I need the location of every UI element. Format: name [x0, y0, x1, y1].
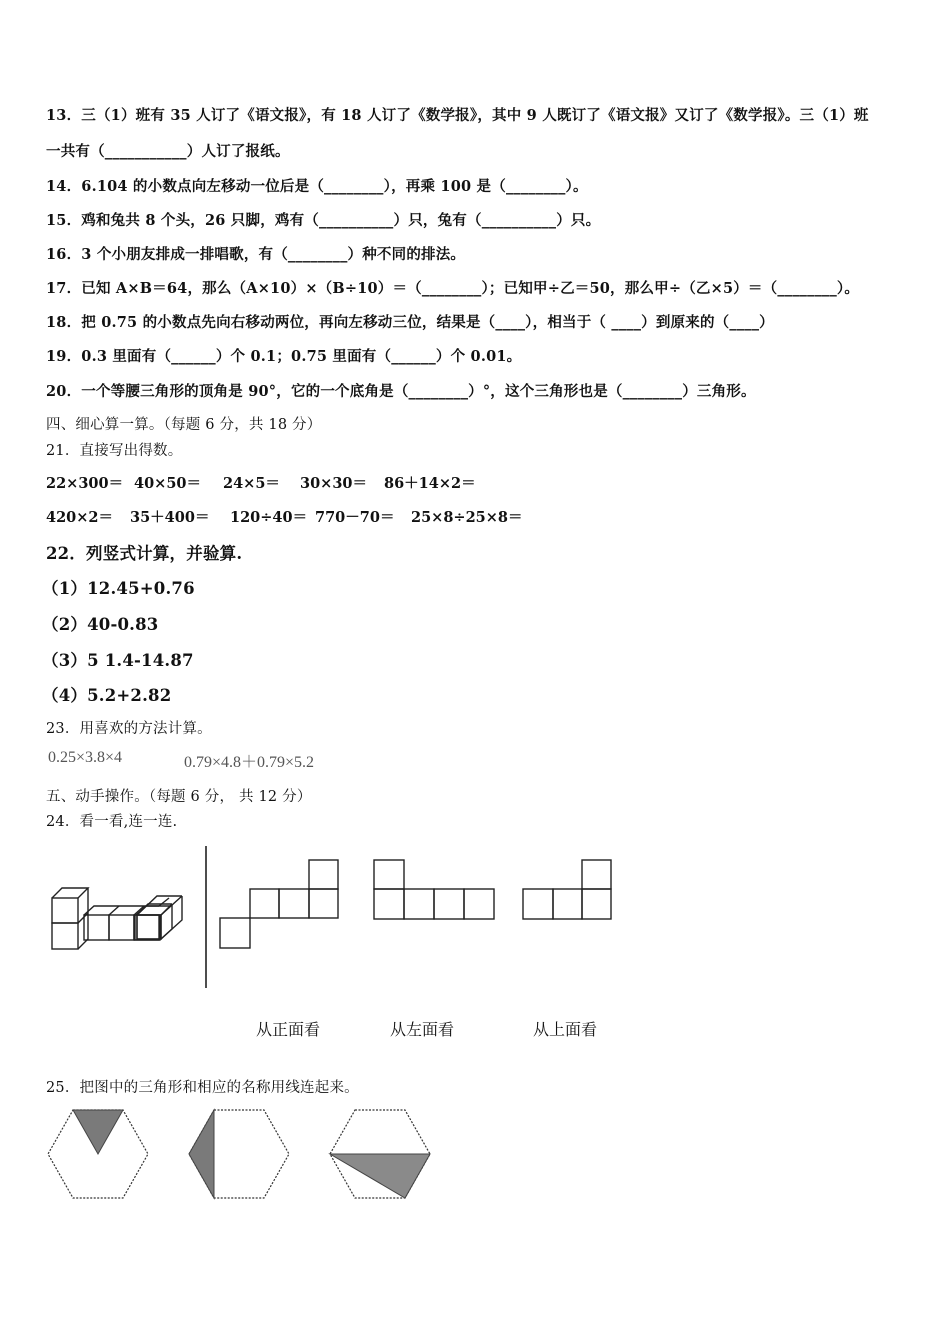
- top-view-figure: [523, 860, 611, 919]
- q22-item-4: （4）5.2+2.82: [42, 686, 172, 705]
- q24-figure: [44, 840, 624, 1000]
- left-view-figure: [374, 860, 494, 919]
- front-view-figure: [220, 860, 338, 948]
- q22-item-1: （1）12.45+0.76: [42, 579, 195, 598]
- q23-title: 23．用喜欢的方法计算。: [46, 721, 212, 737]
- q19: 19．0.3 里面有（______）个 0.1；0.75 里面有（______）个 0.01。: [46, 348, 522, 365]
- q13-line2: 一共有（___________）人订了报纸。: [46, 143, 290, 160]
- q21-item: 120÷40＝: [230, 509, 308, 526]
- q21-item: 40×50＝: [134, 475, 202, 492]
- q21-item: 35＋400＝: [130, 509, 210, 526]
- q25-title: 25．把图中的三角形和相应的名称用线连起来。: [46, 1080, 359, 1096]
- view-label-top: 从上面看: [533, 1020, 598, 1039]
- q14: 14．6.104 的小数点向左移动一位后是（________），再乘 100 是（________）。: [46, 178, 588, 195]
- q21-item: 86＋14×2＝: [384, 475, 476, 492]
- q16: 16．3 个小朋友排成一排唱歌，有（________）种不同的排法。: [46, 246, 466, 263]
- cube-solid: [52, 888, 172, 949]
- q21-item: 770－70＝: [315, 509, 395, 526]
- q22-title: 22．列竖式计算，并验算.: [46, 544, 243, 563]
- section-4-heading: 四、细心算一算。（每题 6 分，共 18 分）: [46, 417, 322, 433]
- q13-line1: 13．三（1）班有 35 人订了《语文报》，有 18 人订了《数学报》，其中 9 人既订了《语文报》又订了《数学报》。三（1）班: [46, 107, 869, 124]
- q15: 15．鸡和兔共 8 个头，26 只脚，鸡有（__________）只，兔有（__________）只。: [46, 212, 601, 229]
- q23-expr-2: 0.79×4.8＋0.79×5.2: [184, 754, 315, 771]
- view-label-left: 从左面看: [390, 1020, 455, 1039]
- q17: 17．已知 A×B＝64，那么（A×10）×（B÷10）＝（________）；已知甲÷乙＝50，那么甲÷（乙×5）＝（________）。: [46, 280, 860, 297]
- q21-item: 22×300＝: [46, 475, 124, 492]
- q22-item-2: （2）40-0.83: [42, 615, 159, 634]
- q21-item: 420×2＝: [46, 509, 114, 526]
- q22-item-3: （3）5 1.4-14.87: [42, 651, 194, 670]
- q18: 18．把 0.75 的小数点先向右移动两位，再向左移动三位，结果是（____），相当于（ ____）到原来的（____）: [46, 314, 774, 331]
- q24-title: 24．看一看,连一连.: [46, 814, 178, 830]
- hexagon-1: [48, 1110, 148, 1198]
- q20: 20．一个等腰三角形的顶角是 90°，它的一个底角是（________）°，这个三角形也是（________）三角形。: [46, 383, 756, 400]
- q21-item: 25×8÷25×8＝: [411, 509, 523, 526]
- q25-figure: [44, 1104, 444, 1204]
- q23-expr-1: 0.25×3.8×4: [48, 749, 123, 766]
- q21-title: 21．直接写出得数。: [46, 443, 183, 459]
- view-label-front: 从正面看: [256, 1020, 321, 1039]
- q21-item: 30×30＝: [300, 475, 368, 492]
- hexagon-2: [189, 1110, 289, 1198]
- hexagon-3: [330, 1110, 430, 1198]
- section-5-heading: 五、动手操作。（每题 6 分， 共 12 分）: [46, 789, 312, 805]
- q21-item: 24×5＝: [223, 475, 280, 492]
